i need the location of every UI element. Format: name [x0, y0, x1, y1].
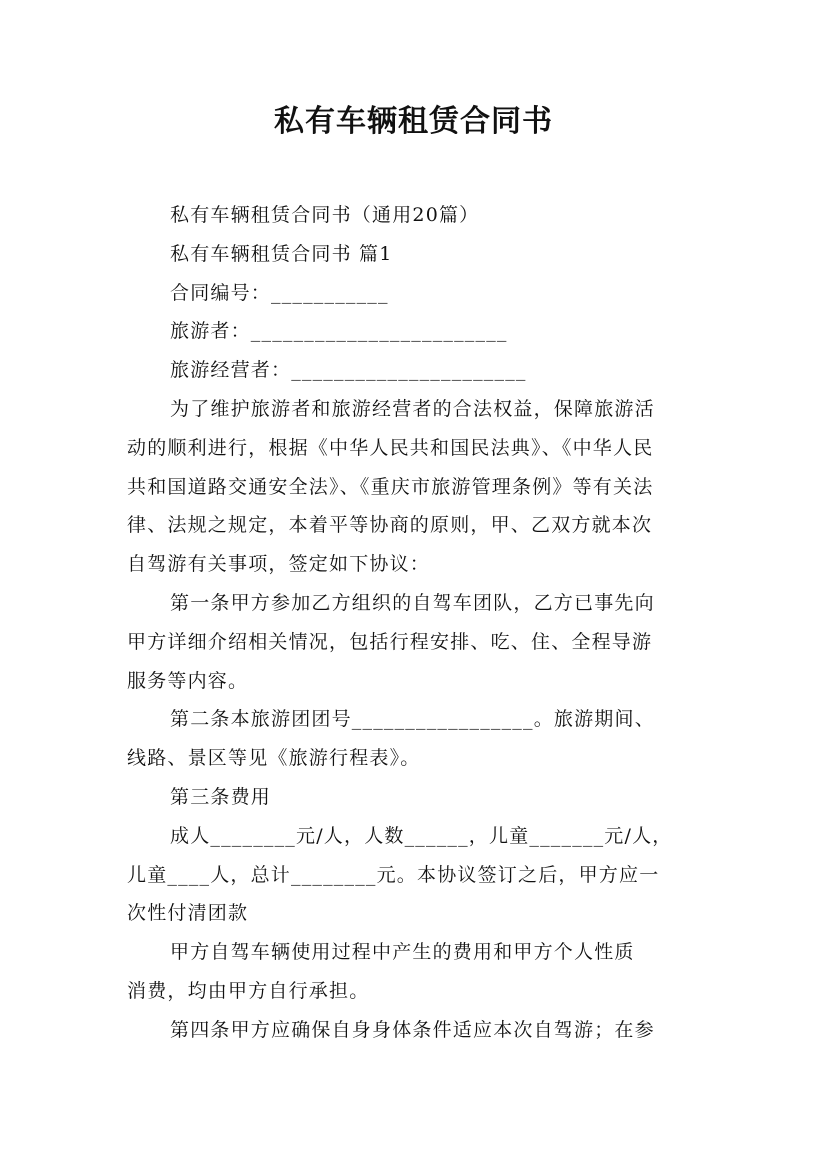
paragraph-line: 成人________元/人，人数______，儿童_______元/人，	[170, 824, 673, 847]
subtitle-line: 私有车辆租赁合同书（通用20篇）	[170, 204, 480, 226]
paragraph-line: 动的顺利进行，根据《中华人民共和国民法典》、《中华人民	[127, 436, 654, 459]
paragraph-line: 甲方自驾车辆使用过程中产生的费用和甲方个人性质	[170, 941, 635, 964]
paragraph-line: 次性付清团款	[127, 902, 249, 925]
paragraph-line: 甲方详细介绍相关情况，包括行程安排、吃、住、全程导游	[127, 630, 653, 653]
paragraph-line: 自驾游有关事项，签定如下协议：	[127, 553, 431, 576]
paragraph-line: 为了维护旅游者和旅游经营者的合法权益，保障旅游活	[170, 397, 655, 420]
article-heading: 第三条费用	[170, 785, 272, 808]
contract-number-line: 合同编号：___________	[170, 281, 389, 304]
paragraph-line: 第四条甲方应确保自身身体条件适应本次自驾游；在参	[170, 1018, 655, 1041]
paragraph-line: 第二条本旅游团团号_________________。旅游期间、	[170, 708, 655, 731]
document-title: 私有车辆租赁合同书	[274, 104, 553, 139]
operator-line: 旅游经营者：______________________	[170, 359, 527, 382]
section-heading: 私有车辆租赁合同书 篇1	[170, 242, 393, 265]
paragraph-line: 律、法规之规定，本着平等协商的原则，甲、乙双方就本次	[127, 514, 653, 537]
paragraph-line: 第一条甲方参加乙方组织的自驾车团队，乙方已事先向	[170, 591, 655, 614]
paragraph-line: 儿童____人，总计________元。本协议签订之后，甲方应一	[127, 863, 660, 886]
paragraph-line: 服务等内容。	[127, 669, 249, 692]
tourist-line: 旅游者：________________________	[170, 320, 508, 343]
paragraph-line: 线路、景区等见《旅游行程表》。	[127, 747, 421, 770]
paragraph-line: 消费，均由甲方自行承担。	[127, 979, 370, 1002]
document-body	[127, 196, 702, 1050]
paragraph-line: 共和国道路交通安全法》、《重庆市旅游管理条例》等有关法	[127, 475, 654, 498]
